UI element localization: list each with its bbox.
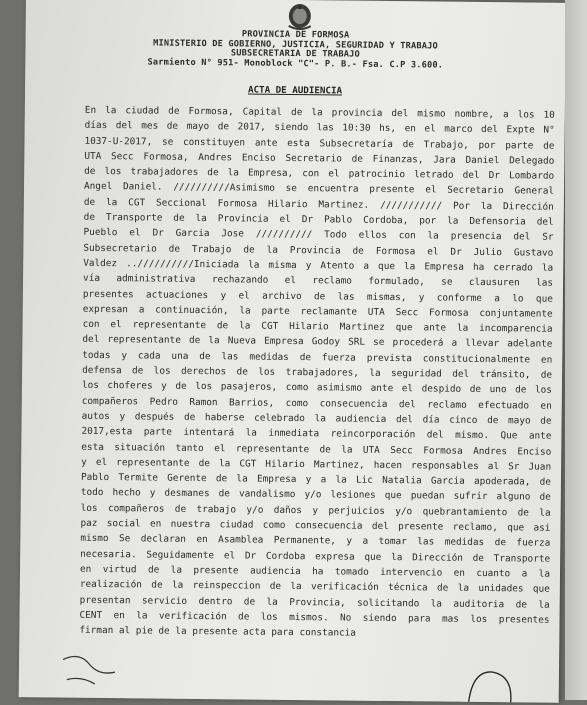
body-line: paz social en nuestra ciudad como consecuencia del presente reclamo, que asi (80, 517, 551, 534)
body-line: Pablo Termite Gerente de la Empresa y a la Lic Natalia Garcia apoderada, de (80, 471, 552, 488)
handwritten-mark-icon (59, 650, 119, 691)
body-line: realización de la reinspeccion de la verificación técnica de la unidades que (79, 578, 550, 595)
body-line: del representante de la Nueva Empresa Godoy SRL se procederá a llevar adelante (82, 334, 553, 351)
province-crest-icon (283, 2, 317, 30)
body-line: compañeros Pedro Ramon Barrios, como consecuencia del reclamo efectuado en (81, 395, 552, 412)
body-line: autos y después de haberse celebrado la audiencia del día cinco de mayo de (81, 410, 552, 427)
body-line: mismo Se declaran en Asamblea Permanente, y a tomar las medidas de fuerza (80, 533, 551, 550)
body-line: todo hecho y desmanes de vandalismo y/o lesiones que puedan sufrir alguno de (80, 487, 551, 504)
body-line: CENT en la verificación de los mismos. No siendo para mas los presentes (79, 609, 550, 626)
body-line: de Transporte de la Provincia el Dr Pablo Cordoba, por la Defensoria del (83, 211, 554, 228)
body-line: 2017,esta parte intentará la inmediata reincorporación del mismo. Que ante (81, 426, 552, 442)
body-line: de la CGT Seccional Formosa Hilario Martinez. /////////// Por la Dirección (83, 196, 554, 213)
body-line: con el representante de la CGT Hilario Martinez que ante la incomparencia (82, 318, 553, 335)
body-line: presentan servicio dentro de la Provincia, solicitando la auditoria de la (79, 594, 550, 611)
body-line: Pueblo el Dr Garcia Jose ////////// Todo ellos con la presencia del Sr (83, 227, 554, 244)
body-line: y el representante de la CGT Hilario Martinez, hacen responsables al Sr Juan (81, 456, 552, 473)
body-line: los choferes y de los pasajeros, como asimismo ante el despido de uno de los (81, 380, 552, 397)
secretariat-name: SUBSECRETARIA DE TRABAJO (230, 48, 360, 60)
body-line: 1037-U-2017, se constituyen ante esta Subsecretaría de Trabajo, por parte de (84, 135, 555, 152)
document-title: ACTA DE AUDIENCIA (247, 84, 343, 97)
document-page (19, 0, 566, 703)
body-line: todas y cada una de las medidas de fuerza prevista constitucionalmente en (82, 349, 553, 366)
body-line: de los trabajadores de la Empresa, con el patrocinio letrado del Dr Lombardo (84, 165, 555, 182)
province-name: PROVINCIA DE FORMOSA (241, 29, 350, 41)
body-line: presentes actuaciones y el archivo de las mismas, y conforme a lo que (82, 288, 553, 305)
body-line: Valdez ..//////////Iniciada la misma y Atento a que la Empresa ha cerrado la (83, 257, 554, 274)
office-address: Sarmiento N° 951- Monoblock "C"- P. B.- Fsa. C.P 3.600. (147, 57, 444, 71)
body-line: En la ciudad de Formosa, Capital de la provincia del mismo nombre, a los 10 (84, 104, 555, 121)
ministry-name: MINISTERIO DE GOBIERNO, JUSTICIA, SEGURIDAD Y TRABAJO (153, 38, 438, 52)
body-line: expresan a continuación, la parte reclamante UTA Secc Formosa conjuntamente (82, 303, 553, 320)
body-line: necesaria. Seguidamente el Dr Cordoba expresa que la Dirección de Transporte (80, 548, 551, 565)
body-line: los compañeros de trabajo y/o daños y perjuicios y/o quebrantamiento de la (80, 502, 551, 519)
body-line: UTA Secc Formosa, Andres Enciso Secretario de Finanzas, Jara Daniel Delegado (84, 150, 555, 167)
body-line: días del mes de mayo de 2017, siendo las 10:30 hs, en el marco del Expte N° (84, 120, 555, 137)
signature-icon (463, 664, 523, 705)
body-line: vía administrativa rechazando el reclamo formulado, se clausuren las (83, 273, 554, 289)
body-line: Angel Daniel. //////////Asimismo se encuentra presente el Secretario General (83, 181, 555, 198)
body-line: defensa de los derechos de los trabajadores, la seguridad del tránsito, de (82, 364, 553, 381)
page-edge (565, 0, 587, 700)
letterhead (25, 28, 565, 72)
body-line: en virtud de la presente audiencia ha tomado intervencio en cuanto a la (79, 563, 551, 580)
body-line: Subsecretario de Trabajo de la Provincia de Formosa el Dr Julio Gustavo (83, 242, 554, 259)
body-line: esta situación tanto el representante de la UTA Secc Formosa Andres Enciso (81, 441, 552, 458)
body-line: firman al pie de la presente acta para constancia (79, 624, 357, 639)
document-body (79, 103, 555, 643)
